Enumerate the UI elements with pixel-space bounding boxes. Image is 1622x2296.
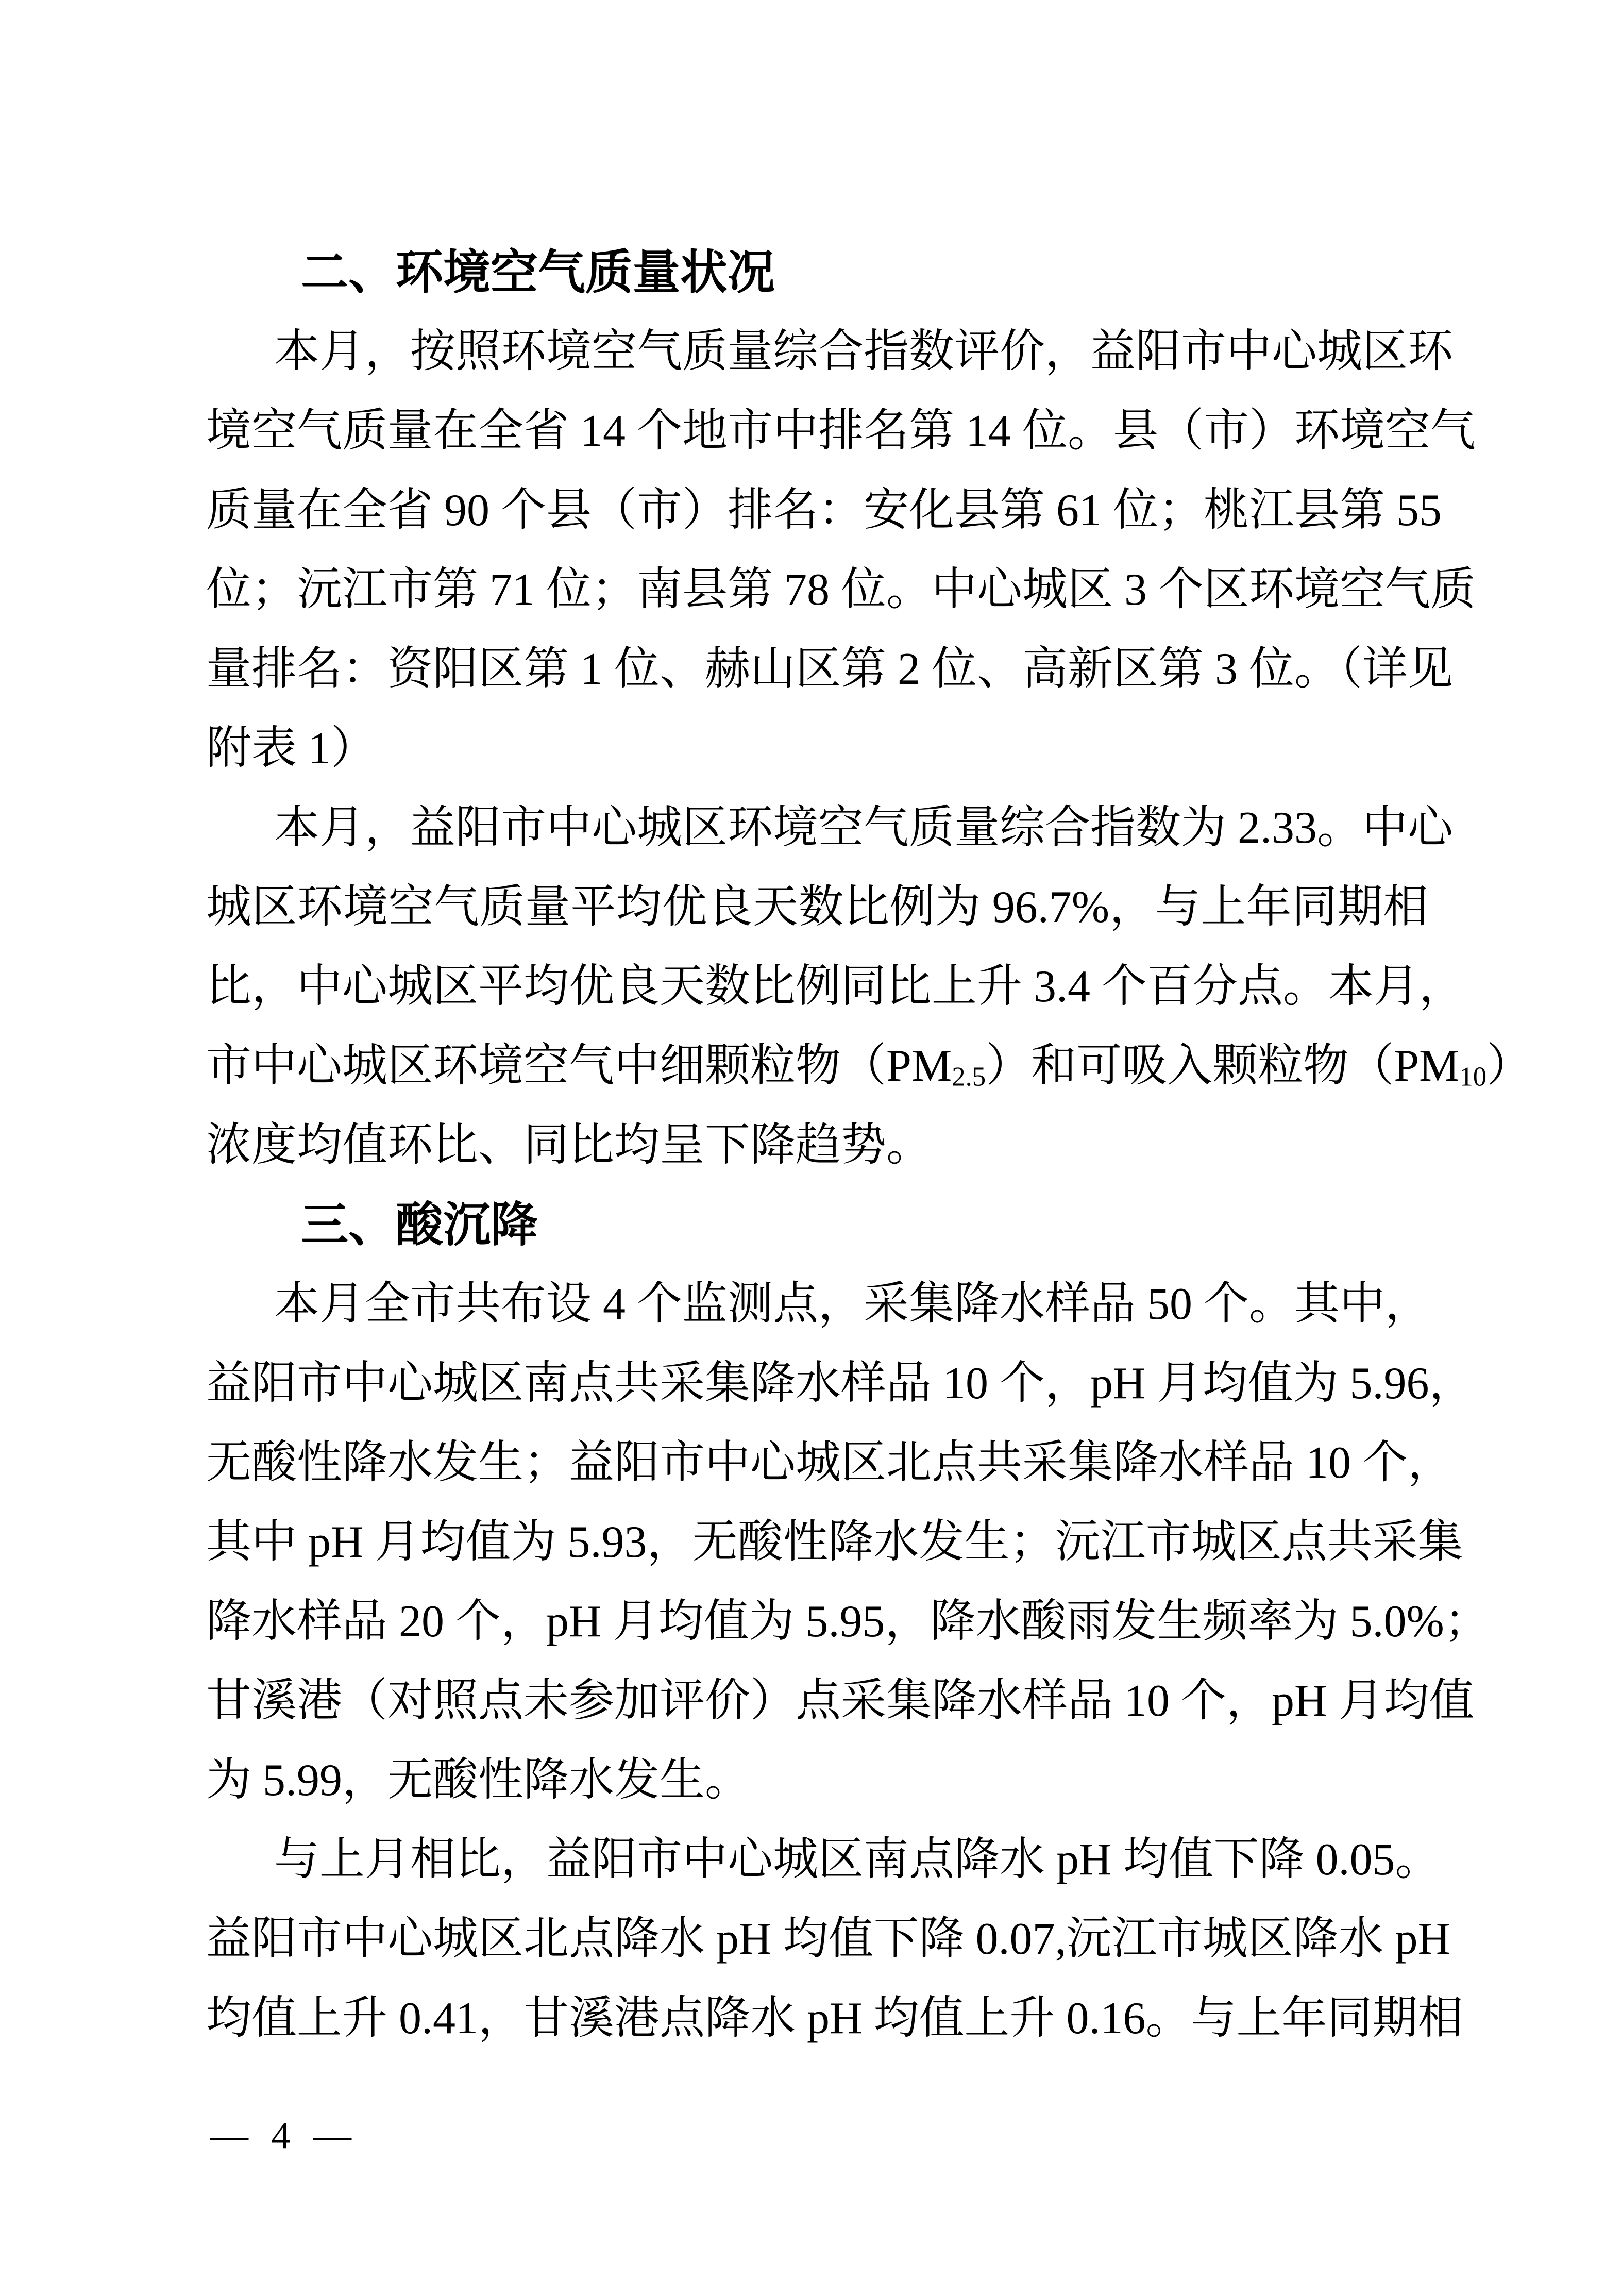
- text-line: 浓度均值环比、同比均呈下降趋势。: [206, 1120, 932, 1170]
- text-line: 量排名：资阳区第 1 位、赫山区第 2 位、高新区第 3 位。（详见: [206, 644, 1454, 694]
- section-heading-acid-deposition: 三、酸沉降: [301, 1197, 538, 1252]
- pm25-subscript: 2.5: [952, 1062, 986, 1092]
- text-line: 益阳市中心城区北点降水 pH 均值下降 0.07,沅江市城区降水 pH: [206, 1914, 1451, 1964]
- text-line: 均值上升 0.41，甘溪港点降水 pH 均值上升 0.16。与上年同期相: [206, 1993, 1463, 2043]
- text-line: 其中 pH 月均值为 5.93，无酸性降水发生；沅江市城区点共采集: [206, 1517, 1463, 1567]
- pm-line-mid: ）和可吸入颗粒物（PM: [986, 1041, 1460, 1091]
- text-line: 甘溪港（对照点未参加评价）点采集降水样品 10 个，pH 月均值: [206, 1676, 1475, 1726]
- text-line: 降水样品 20 个，pH 月均值为 5.95，降水酸雨发生频率为 5.0%；: [206, 1597, 1490, 1647]
- section-heading-air-quality: 二、环境空气质量状况: [301, 245, 775, 300]
- text-line: 境空气质量在全省 14 个地市中排名第 14 位。县（市）环境空气: [206, 406, 1476, 456]
- paragraph-acid-rain-monitoring: [206, 1265, 1490, 1820]
- text-line: 质量在全省 90 个县（市）排名：安化县第 61 位；桃江县第 55: [206, 485, 1442, 535]
- text-line: 本月全市共布设 4 个监测点，采集降水样品 50 个。其中，: [274, 1279, 1431, 1329]
- page-footer: [210, 2112, 351, 2159]
- text-line: 比，中心城区平均优良天数比例同比上升 3.4 个百分点。本月，: [206, 962, 1465, 1012]
- page-content: [206, 233, 1532, 2058]
- paragraph-air-quality-index: [206, 789, 1532, 1185]
- text-line: 附表 1）: [206, 724, 377, 774]
- text-line: 本月，益阳市中心城区环境空气质量综合指数为 2.33。中心: [274, 803, 1454, 853]
- pm-line-post: ）: [1486, 1041, 1532, 1091]
- text-line: 为 5.99，无酸性降水发生。: [206, 1755, 751, 1805]
- text-line-pm: [206, 1027, 1532, 1106]
- text-line: 位；沅江市第 71 位；南县第 78 位。中心城区 3 个区环境空气质: [206, 565, 1476, 615]
- text-line: 城区环境空气质量平均优良天数比例为 96.7%，与上年同期相: [206, 882, 1428, 932]
- page-number: — 4 —: [210, 2115, 351, 2157]
- text-line: 本月，按照环境空气质量综合指数评价，益阳市中心城区环: [274, 327, 1454, 377]
- pm-line-pre: 市中心城区环境空气中细颗粒物（PM: [206, 1041, 952, 1091]
- paragraph-acid-rain-comparison: [206, 1820, 1463, 2058]
- text-line: 无酸性降水发生；益阳市中心城区北点共采集降水样品 10 个，: [206, 1438, 1454, 1488]
- text-line: 与上月相比，益阳市中心城区南点降水 pH 均值下降 0.05。: [274, 1835, 1441, 1885]
- paragraph-air-quality-ranking: [206, 312, 1476, 789]
- pm10-subscript: 10: [1459, 1062, 1487, 1092]
- text-line: 益阳市中心城区南点共采集降水样品 10 个，pH 月均值为 5.96，: [206, 1359, 1475, 1409]
